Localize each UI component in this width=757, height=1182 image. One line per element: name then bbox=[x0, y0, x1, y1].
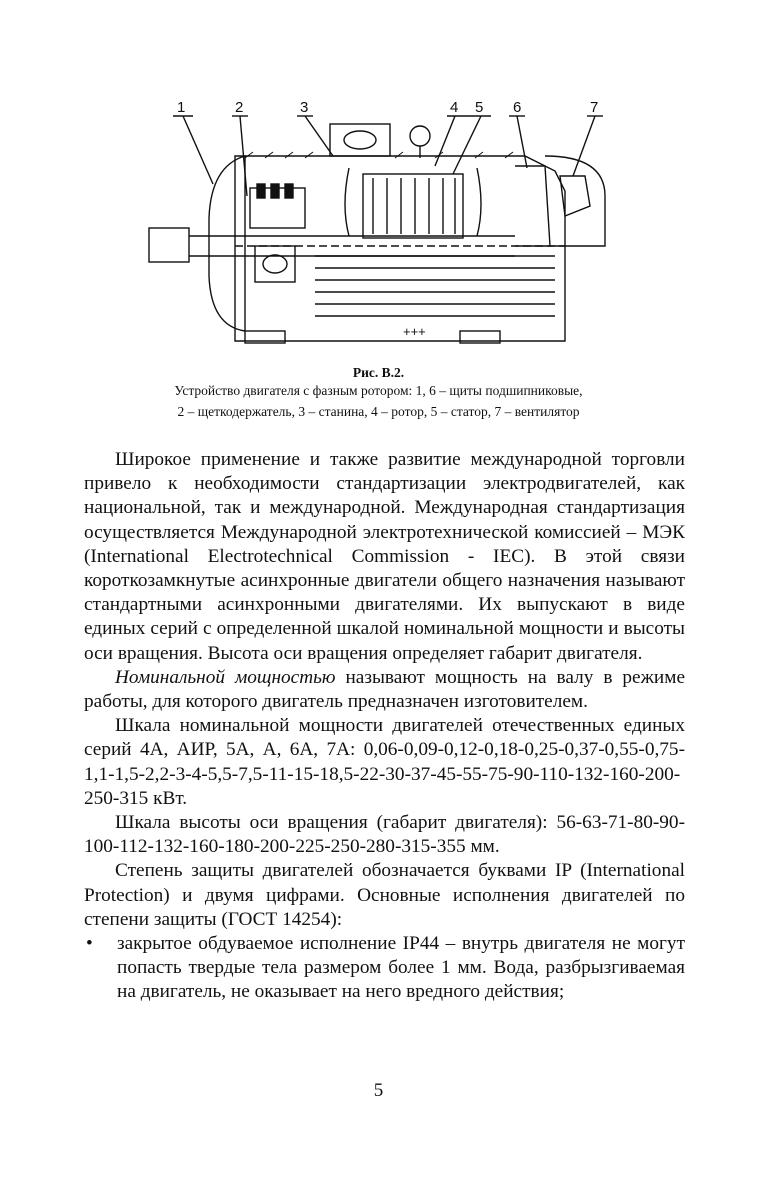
plus-marks: +++ bbox=[403, 324, 426, 339]
paragraph: Шкала номинальной мощности двигателей отечественных единых серий 4А, АИР, 5А, А, 6А, 7А: 0,06-0,09-0,12-0,18-0,25-0,37-0,55-0,75-1,1-1,5-2,2-3-4-5,5-7,5-11-15-18,5-22-30-37-45-55-75-90-110-132-160-200-250-315 кВт. bbox=[84, 715, 685, 809]
paragraph: Широкое применение и также развитие международной торговли привело к необходимости стандартизации электродвигателей, как национальной, так и международной. Международная стандартизация осуществляется Международной электротехнической комиссией – МЭК (International Electrotechnical Commission - IEC). В этой связи короткозамкнутые асинхронные двигатели общего назначения называют стандартными асинхронными двигателями. Их выпускают в виде единых серий с определенной шкалой номинальной мощности и высоты оси вращения. Высота оси вращения определяет габарит двигателя. bbox=[84, 449, 685, 664]
motor-drawing bbox=[135, 96, 615, 358]
motor-figure bbox=[135, 96, 615, 358]
definition-term: Номинальной мощностью bbox=[115, 666, 336, 688]
definition-paragraph bbox=[84, 666, 685, 714]
list-item-text: закрытое обдуваемое исполнение IP44 – внутрь двигателя не могут попасть твердые тела размером более 1 мм. Вода, разбрызгиваемая на двигатель, не оказывает на него вредного действия; bbox=[117, 933, 685, 1003]
bullet-list bbox=[84, 932, 685, 1005]
figure-title: Рис. В.2. bbox=[352, 365, 405, 380]
callout-3: 3 bbox=[300, 99, 309, 116]
list-item bbox=[84, 932, 685, 1005]
callout-4: 4 bbox=[450, 99, 459, 116]
bullet-icon: • bbox=[86, 933, 93, 955]
paragraph: Степень защиты двигателей обозначается буквами IP (International Protection) и двумя цифрами. Основные исполнения двигателей по степени защиты (ГОСТ 14254): bbox=[84, 860, 685, 930]
figure-caption-line-1: Устройство двигателя с фазным ротором: 1, 6 – щиты подшипниковые, bbox=[174, 383, 583, 398]
paragraph: Шкала высоты оси вращения (габарит двигателя): 56-63-71-80-90-100-112-132-160-180-200-225-250-280-315-355 мм. bbox=[84, 812, 685, 858]
figure-caption-line-2: 2 – щеткодержатель, 3 – станина, 4 – ротор, 5 – статор, 7 – вентилятор bbox=[177, 404, 580, 419]
callout-1: 1 bbox=[177, 99, 186, 116]
body-text bbox=[84, 448, 685, 1005]
callout-5: 5 bbox=[475, 99, 484, 116]
page-number: 5 bbox=[373, 1080, 384, 1101]
callout-6: 6 bbox=[513, 99, 522, 116]
callout-2: 2 bbox=[235, 99, 244, 116]
callout-7: 7 bbox=[590, 99, 599, 116]
definition-text: называют мощность на валу в режиме работы, для которого двигатель предназначен изготовителем. bbox=[84, 666, 685, 713]
